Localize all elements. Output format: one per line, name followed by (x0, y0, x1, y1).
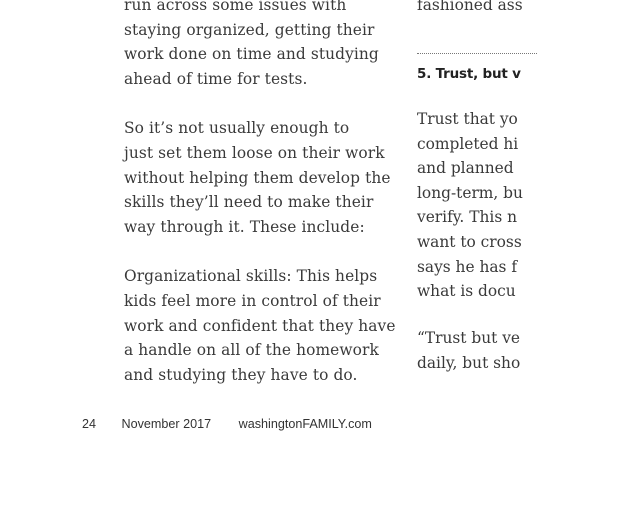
text-line: So it’s not usually enough to (124, 119, 350, 138)
text-line: work done on time and studying (124, 45, 379, 64)
text-line: without helping them develop the (124, 168, 391, 187)
page-footer (82, 417, 372, 431)
website-link: washingtonFAMILY.com (238, 417, 372, 431)
text-line: staying organized, getting their (124, 20, 375, 39)
text-line: a handle on all of the homework (124, 341, 379, 360)
text-line: want to cross (417, 232, 522, 251)
text-line: completed hi (417, 134, 519, 153)
right-column-top (417, 0, 617, 18)
paragraph-1 (124, 0, 386, 91)
text-line: Trust that yo (417, 110, 518, 128)
paragraph-3 (124, 264, 396, 387)
paragraph-2 (124, 116, 391, 239)
text-line: ahead of time for tests. (124, 69, 308, 88)
text-line: and studying they have to do. (124, 365, 358, 384)
text-line: verify. This n (417, 208, 518, 227)
text-line: long-term, bu (417, 183, 523, 202)
text-line: fashioned ass (417, 0, 523, 14)
text-line: what is docu (417, 282, 516, 301)
text-line: daily, but sho (417, 353, 521, 372)
text-line: work and confident that they have (124, 316, 396, 335)
right-column-paragraph-1 (417, 107, 523, 304)
page-number: 24 (82, 417, 97, 431)
text-line: says he has f (417, 257, 518, 276)
text-line: run across some issues with (124, 0, 347, 14)
text-line: Organizational skills: This helps (124, 267, 378, 286)
text-line: and planned (417, 159, 514, 178)
text-line: “Trust but ve (417, 329, 521, 347)
section-heading: 5. Trust, but v (417, 66, 521, 82)
right-column-paragraph-2 (417, 326, 520, 375)
section-divider (417, 53, 537, 54)
text-line: kids feel more in control of their (124, 291, 381, 310)
left-column (124, 0, 396, 412)
text-line: just set them loose on their work (124, 143, 385, 162)
issue-date: November 2017 (121, 417, 212, 431)
text-line: skills they’ll need to make their (124, 193, 374, 212)
text-line: way through it. These include: (124, 217, 365, 236)
